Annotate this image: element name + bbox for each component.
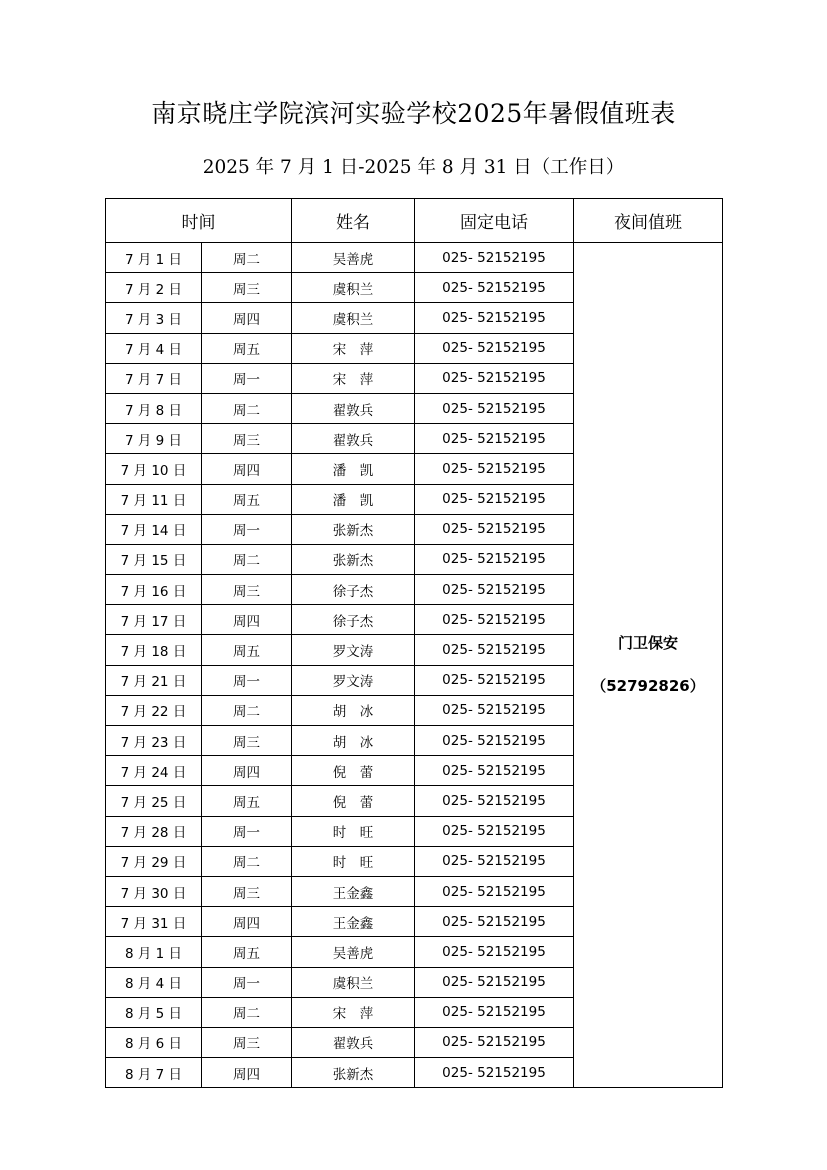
name-cell: 王金鑫 xyxy=(292,907,415,937)
name-cell: 虞积兰 xyxy=(292,303,415,333)
weekday-cell: 周二 xyxy=(202,846,292,876)
date-cell: 7 月 23 日 xyxy=(106,726,202,756)
table-row xyxy=(106,243,723,273)
weekday-cell: 周三 xyxy=(202,575,292,605)
date-cell: 7 月 2 日 xyxy=(106,273,202,303)
name-cell: 吴善虎 xyxy=(292,937,415,967)
weekday-cell: 周一 xyxy=(202,816,292,846)
weekday-cell: 周四 xyxy=(202,1058,292,1088)
phone-cell: 025- 52152195 xyxy=(415,695,574,725)
phone-cell: 025- 52152195 xyxy=(415,303,574,333)
night-duty-phone: （52792826） xyxy=(591,677,705,696)
name-cell: 时 旺 xyxy=(292,846,415,876)
phone-cell: 025- 52152195 xyxy=(415,967,574,997)
date-cell: 7 月 22 日 xyxy=(106,695,202,725)
phone-cell: 025- 52152195 xyxy=(415,333,574,363)
date-cell: 7 月 10 日 xyxy=(106,454,202,484)
weekday-cell: 周五 xyxy=(202,937,292,967)
night-duty-label: 门卫保安 xyxy=(617,634,678,653)
weekday-cell: 周四 xyxy=(202,303,292,333)
header-night-duty: 夜间值班 xyxy=(574,199,723,243)
date-cell: 7 月 11 日 xyxy=(106,484,202,514)
phone-cell: 025- 52152195 xyxy=(415,937,574,967)
phone-cell: 025- 52152195 xyxy=(415,424,574,454)
phone-cell: 025- 52152195 xyxy=(415,575,574,605)
phone-cell: 025- 52152195 xyxy=(415,665,574,695)
date-cell: 7 月 30 日 xyxy=(106,876,202,906)
name-cell: 宋 萍 xyxy=(292,997,415,1027)
name-cell: 翟敦兵 xyxy=(292,424,415,454)
roster-body xyxy=(106,243,723,1088)
date-cell: 7 月 21 日 xyxy=(106,665,202,695)
weekday-cell: 周二 xyxy=(202,393,292,423)
weekday-cell: 周四 xyxy=(202,454,292,484)
table-header-row xyxy=(106,199,723,243)
weekday-cell: 周五 xyxy=(202,786,292,816)
phone-cell: 025- 52152195 xyxy=(415,1027,574,1057)
document-title: 南京晓庄学院滨河实验学校2025年暑假值班表 xyxy=(151,99,676,128)
weekday-cell: 周一 xyxy=(202,665,292,695)
phone-cell: 025- 52152195 xyxy=(415,846,574,876)
date-cell: 7 月 18 日 xyxy=(106,635,202,665)
phone-cell: 025- 52152195 xyxy=(415,544,574,574)
weekday-cell: 周三 xyxy=(202,273,292,303)
phone-cell: 025- 52152195 xyxy=(415,726,574,756)
phone-cell: 025- 52152195 xyxy=(415,635,574,665)
weekday-cell: 周五 xyxy=(202,333,292,363)
phone-cell: 025- 52152195 xyxy=(415,756,574,786)
name-cell: 胡 冰 xyxy=(292,695,415,725)
date-cell: 8 月 4 日 xyxy=(106,967,202,997)
date-cell: 7 月 25 日 xyxy=(106,786,202,816)
duty-roster-table xyxy=(105,198,723,1088)
date-cell: 8 月 7 日 xyxy=(106,1058,202,1088)
night-duty-cell xyxy=(574,243,723,1088)
weekday-cell: 周一 xyxy=(202,363,292,393)
weekday-cell: 周二 xyxy=(202,243,292,273)
weekday-cell: 周二 xyxy=(202,695,292,725)
weekday-cell: 周三 xyxy=(202,876,292,906)
phone-cell: 025- 52152195 xyxy=(415,363,574,393)
name-cell: 潘 凯 xyxy=(292,454,415,484)
weekday-cell: 周二 xyxy=(202,544,292,574)
date-cell: 7 月 28 日 xyxy=(106,816,202,846)
name-cell: 张新杰 xyxy=(292,544,415,574)
weekday-cell: 周三 xyxy=(202,424,292,454)
date-cell: 7 月 31 日 xyxy=(106,907,202,937)
header-phone: 固定电话 xyxy=(415,199,574,243)
name-cell: 胡 冰 xyxy=(292,726,415,756)
name-cell: 宋 萍 xyxy=(292,363,415,393)
name-cell: 翟敦兵 xyxy=(292,1027,415,1057)
weekday-cell: 周一 xyxy=(202,514,292,544)
date-cell: 7 月 15 日 xyxy=(106,544,202,574)
name-cell: 张新杰 xyxy=(292,514,415,544)
name-cell: 宋 萍 xyxy=(292,333,415,363)
date-cell: 8 月 1 日 xyxy=(106,937,202,967)
phone-cell: 025- 52152195 xyxy=(415,786,574,816)
date-cell: 7 月 7 日 xyxy=(106,363,202,393)
weekday-cell: 周三 xyxy=(202,1027,292,1057)
phone-cell: 025- 52152195 xyxy=(415,393,574,423)
weekday-cell: 周五 xyxy=(202,635,292,665)
name-cell: 徐子杰 xyxy=(292,605,415,635)
date-cell: 7 月 1 日 xyxy=(106,243,202,273)
header-name: 姓名 xyxy=(292,199,415,243)
phone-cell: 025- 52152195 xyxy=(415,907,574,937)
name-cell: 潘 凯 xyxy=(292,484,415,514)
header-time: 时间 xyxy=(106,199,292,243)
name-cell: 时 旺 xyxy=(292,816,415,846)
name-cell: 罗文涛 xyxy=(292,665,415,695)
date-cell: 8 月 5 日 xyxy=(106,997,202,1027)
date-cell: 7 月 8 日 xyxy=(106,393,202,423)
name-cell: 虞积兰 xyxy=(292,967,415,997)
phone-cell: 025- 52152195 xyxy=(415,1058,574,1088)
name-cell: 翟敦兵 xyxy=(292,393,415,423)
phone-cell: 025- 52152195 xyxy=(415,605,574,635)
name-cell: 吴善虎 xyxy=(292,243,415,273)
date-cell: 7 月 9 日 xyxy=(106,424,202,454)
date-cell: 7 月 4 日 xyxy=(106,333,202,363)
name-cell: 徐子杰 xyxy=(292,575,415,605)
phone-cell: 025- 52152195 xyxy=(415,816,574,846)
weekday-cell: 周四 xyxy=(202,605,292,635)
weekday-cell: 周五 xyxy=(202,484,292,514)
weekday-cell: 周四 xyxy=(202,756,292,786)
name-cell: 张新杰 xyxy=(292,1058,415,1088)
name-cell: 虞积兰 xyxy=(292,273,415,303)
date-cell: 7 月 14 日 xyxy=(106,514,202,544)
phone-cell: 025- 52152195 xyxy=(415,273,574,303)
date-cell: 7 月 17 日 xyxy=(106,605,202,635)
name-cell: 倪 蕾 xyxy=(292,786,415,816)
phone-cell: 025- 52152195 xyxy=(415,997,574,1027)
name-cell: 罗文涛 xyxy=(292,635,415,665)
date-cell: 7 月 16 日 xyxy=(106,575,202,605)
phone-cell: 025- 52152195 xyxy=(415,876,574,906)
phone-cell: 025- 52152195 xyxy=(415,514,574,544)
phone-cell: 025- 52152195 xyxy=(415,484,574,514)
name-cell: 倪 蕾 xyxy=(292,756,415,786)
date-cell: 7 月 3 日 xyxy=(106,303,202,333)
date-cell: 7 月 29 日 xyxy=(106,846,202,876)
phone-cell: 025- 52152195 xyxy=(415,454,574,484)
date-cell: 8 月 6 日 xyxy=(106,1027,202,1057)
phone-cell: 025- 52152195 xyxy=(415,243,574,273)
weekday-cell: 周二 xyxy=(202,997,292,1027)
weekday-cell: 周四 xyxy=(202,907,292,937)
date-cell: 7 月 24 日 xyxy=(106,756,202,786)
date-range-subtitle: 2025 年 7 月 1 日-2025 年 8 月 31 日（工作日） xyxy=(202,157,625,178)
name-cell: 王金鑫 xyxy=(292,876,415,906)
weekday-cell: 周三 xyxy=(202,726,292,756)
weekday-cell: 周一 xyxy=(202,967,292,997)
